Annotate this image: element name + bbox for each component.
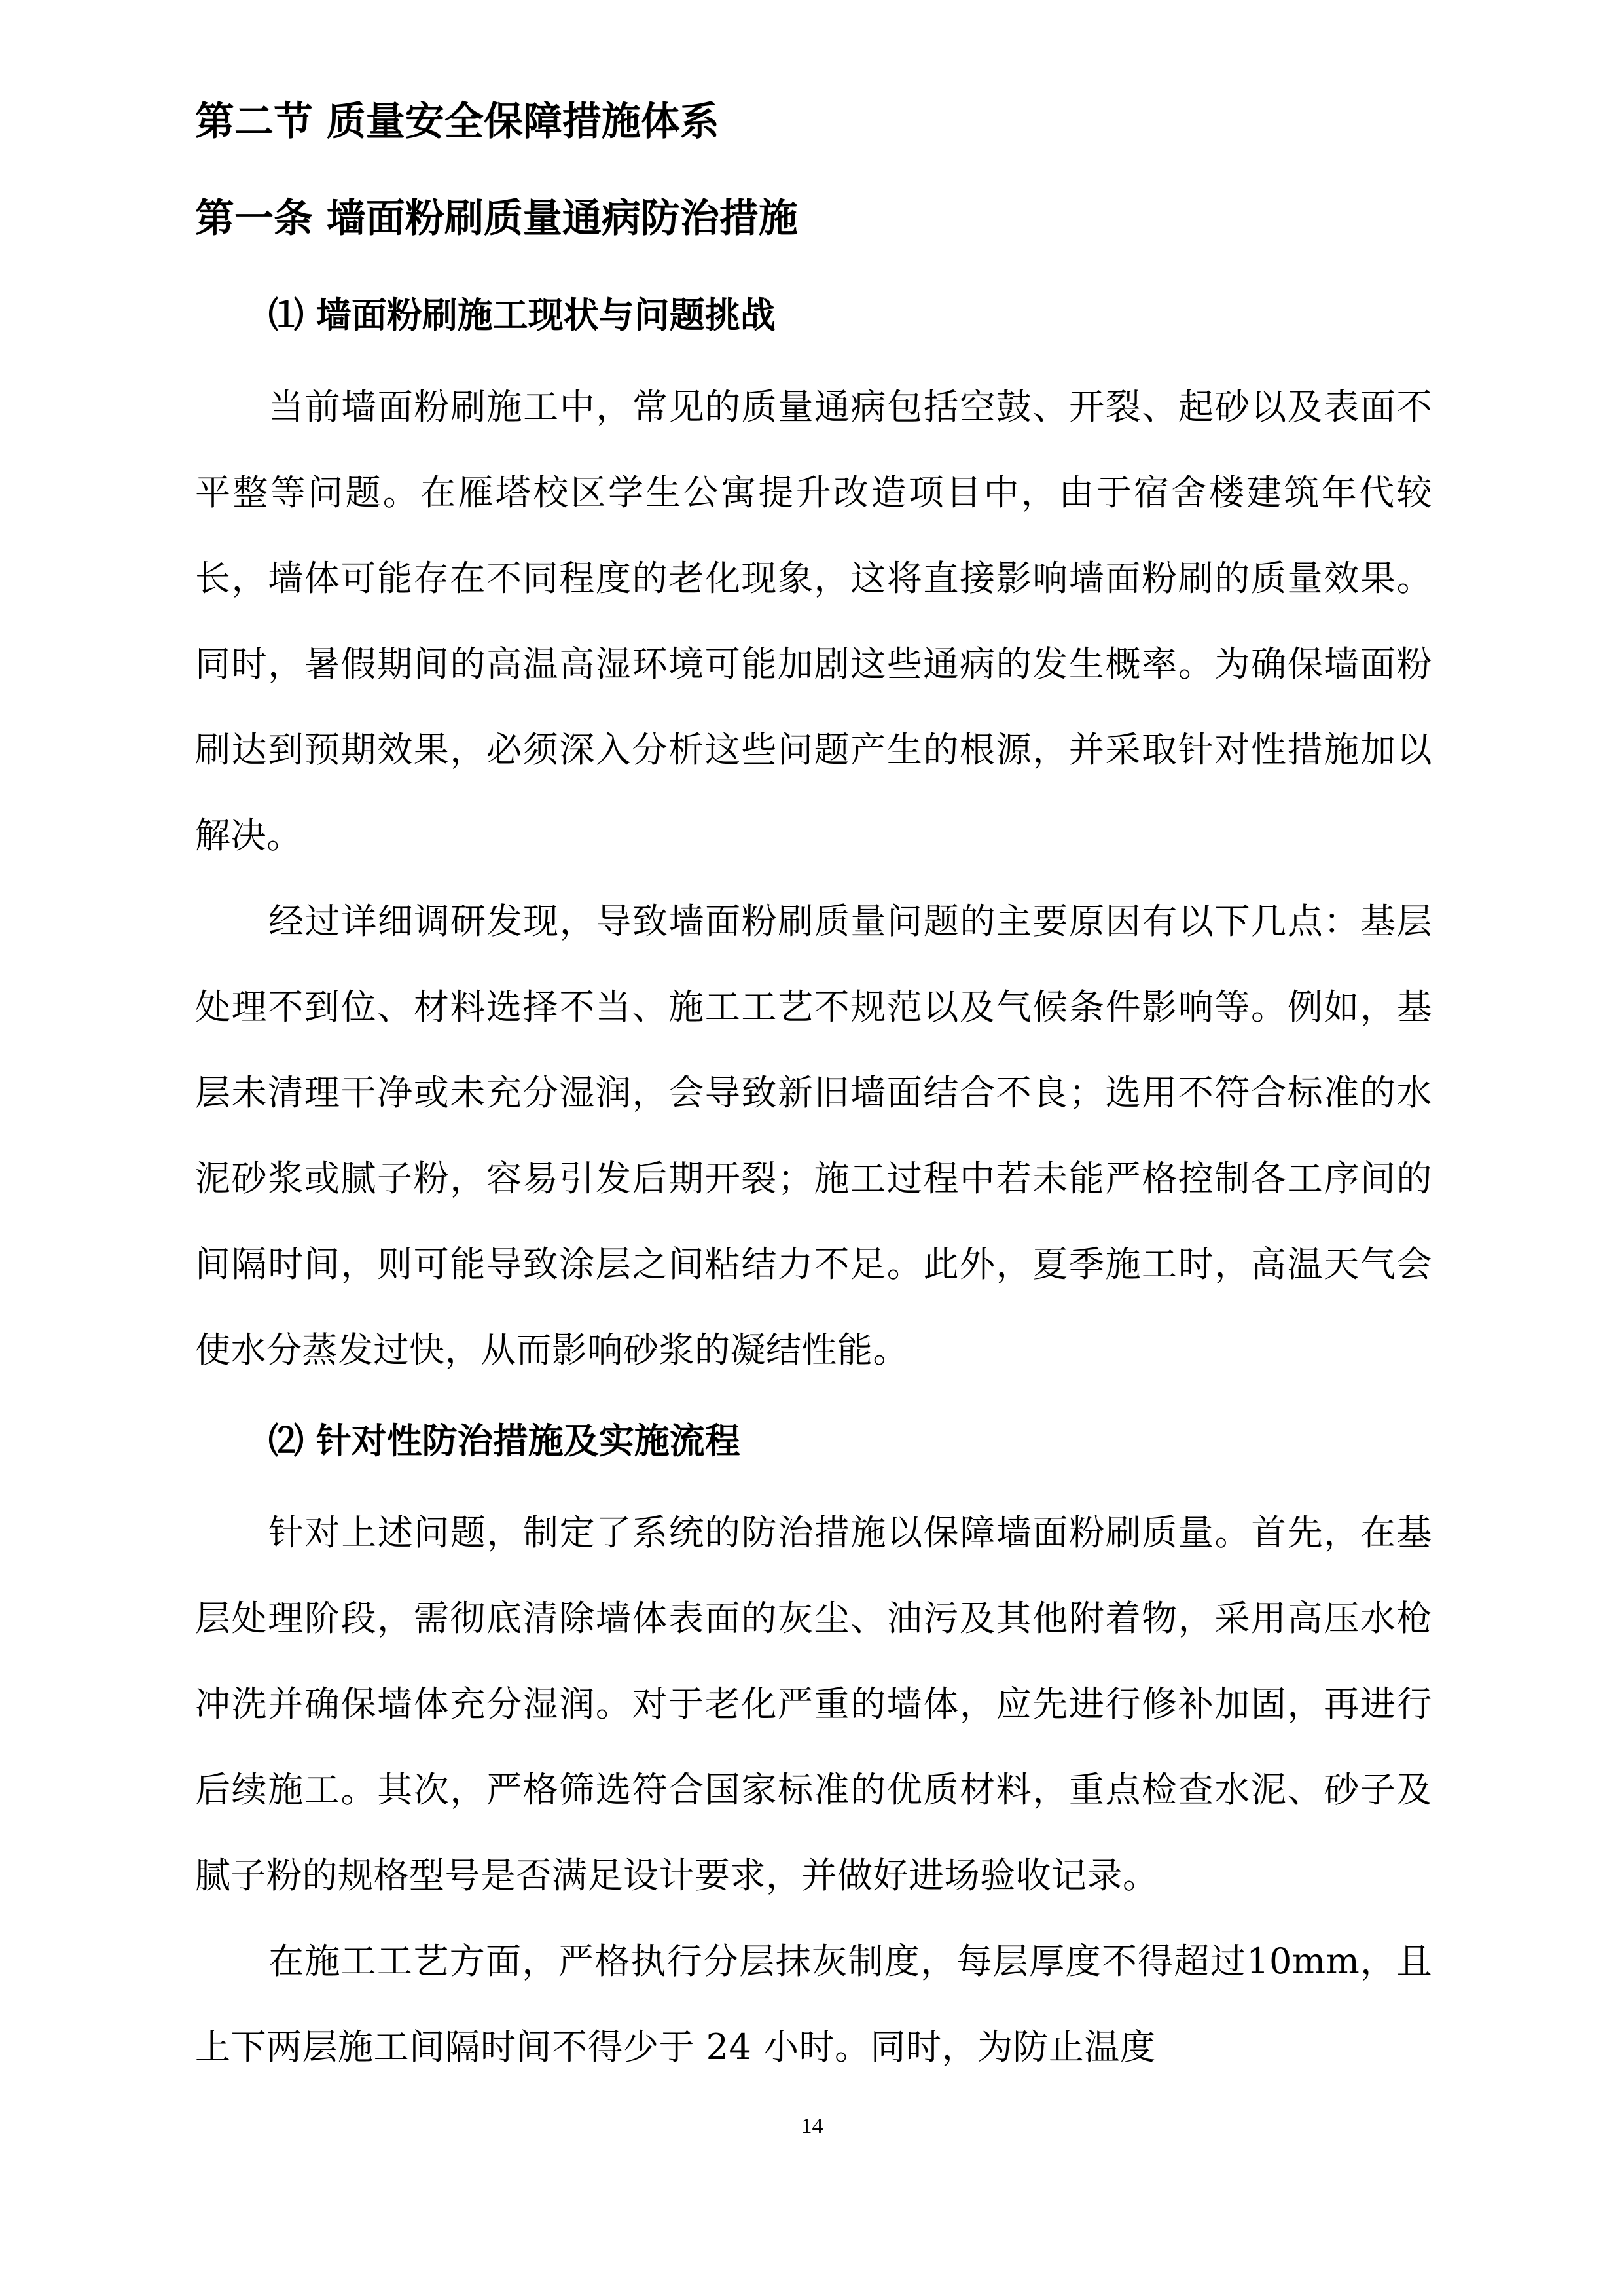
section-title: 第二节 质量安全保障措施体系 (195, 99, 719, 145)
subsection-heading-2: ⑵ 针对性防治措施及实施流程 (268, 1420, 740, 1462)
subsection-heading-1: ⑴ 墙面粉刷施工现状与问题挑战 (268, 295, 776, 336)
paragraph-3: 针对上述问题，制定了系统的防治措施以保障墙面粉刷质量。首先，在基层处理阶段，需彻底清除墙体表面的灰尘、油污及其他附着物，采用高压水枪冲洗并确保墙体充分湿润。对于老化严重的墙体，应先进行修补加固，再进行后续施工。其次，严格筛选符合国家标准的优质材料，重点检查水泥、砂子及腻子粉的规格型号是否满足设计要求，并做好进场验收记录。 (195, 1512, 1432, 1896)
paragraph-2: 经过详细调研发现，导致墙面粉刷质量问题的主要原因有以下几点：基层处理不到位、材料选择不当、施工工艺不规范以及气候条件影响等。例如，基层未清理干净或未充分湿润，会导致新旧墙面结合不良；选用不符合标准的水泥砂浆或腻子粉，容易引发后期开裂；施工过程中若未能严格控制各工序间的间隔时间，则可能导致涂层之间粘结力不足。此外，夏季施工时，高温天气会使水分蒸发过快，从而影响砂浆的凝结性能。 (195, 901, 1432, 1371)
page-number: 14 (801, 2114, 823, 2138)
page-content (195, 73, 1432, 2090)
paragraph-1: 当前墙面粉刷施工中，常见的质量通病包括空鼓、开裂、起砂以及表面不平整等问题。在雁塔校区学生公寓提升改造项目中，由于宿舍楼建筑年代较长，墙体可能存在不同程度的老化现象，这将直接影响墙面粉刷的质量效果。同时，暑假期间的高温高湿环境可能加剧这些通病的发生概率。为确保墙面粉刷达到预期效果，必须深入分析这些问题产生的根源，并采取针对性措施加以解决。 (195, 386, 1432, 856)
article-title: 第一条 墙面粉刷质量通病防治措施 (195, 196, 798, 242)
paragraph-4: 在施工工艺方面，严格执行分层抹灰制度，每层厚度不得超过10mm，且上下两层施工间隔时间不得少于 24 小时。同时，为防止温度 (195, 1941, 1432, 2068)
